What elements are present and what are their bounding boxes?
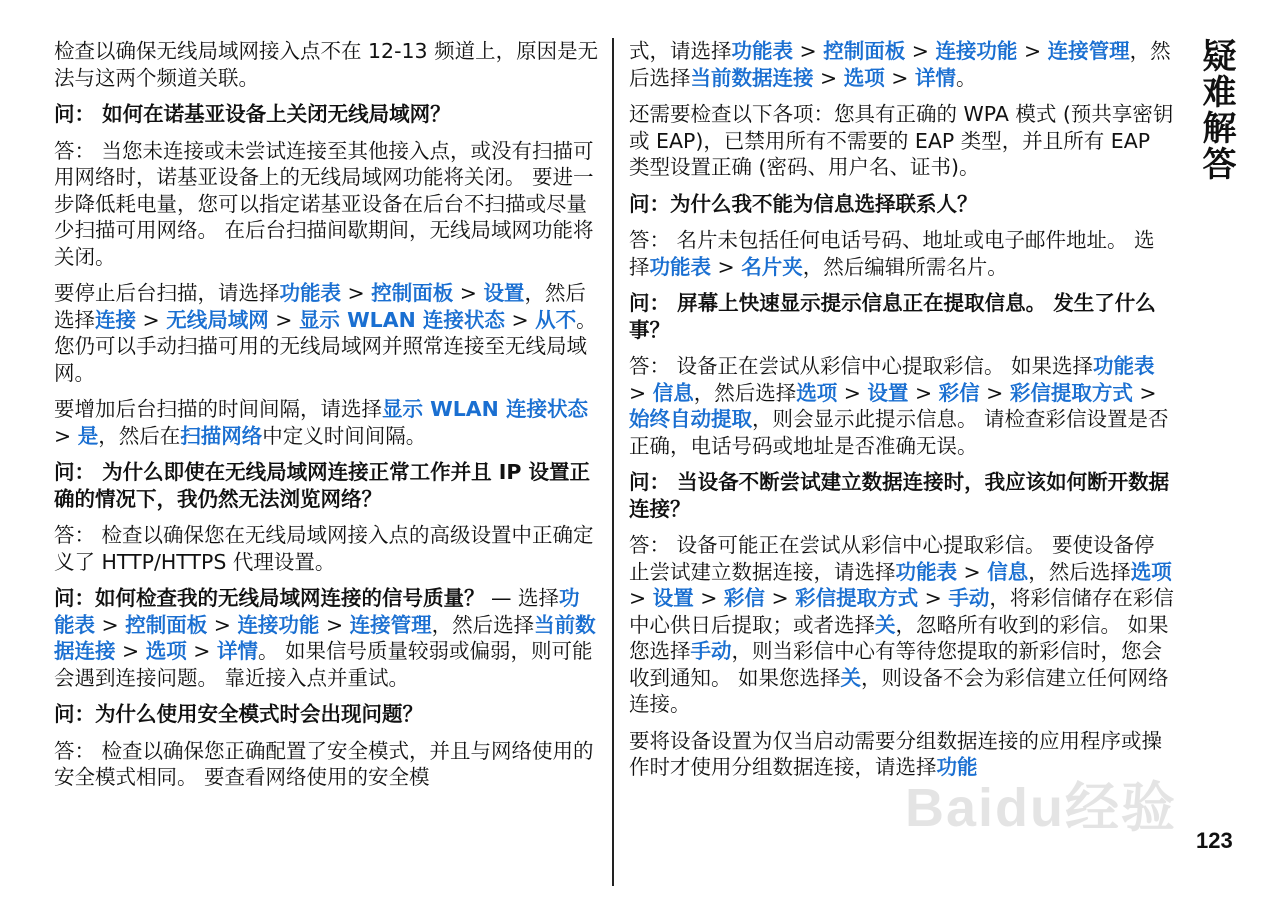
- menu-path-link[interactable]: 当前数据连接: [690, 65, 814, 90]
- menu-path-link[interactable]: 功能表: [54, 586, 580, 637]
- menu-path-link[interactable]: 信息: [987, 559, 1029, 584]
- menu-path-link[interactable]: 关: [875, 612, 896, 637]
- menu-path-link[interactable]: 功能表: [1093, 354, 1155, 378]
- menu-path-link[interactable]: 连接功能: [935, 39, 1018, 63]
- question-heading: 问： 如何在诺基亚设备上关闭无线局域网？: [54, 102, 451, 126]
- menu-path-link[interactable]: 手动: [948, 586, 990, 610]
- path-separator: >: [813, 65, 844, 90]
- paragraph: [54, 396, 600, 449]
- menu-path-link[interactable]: 始终自动提取: [629, 407, 752, 431]
- text: ，然后选择: [431, 612, 535, 637]
- question-heading: 问： 为什么即使在无线局域网连接正常工作并且 IP 设置正确的情况下，我仍然无法浏览网络？: [54, 460, 591, 511]
- question-heading: 问：为什么使用安全模式时会出现问题？: [54, 702, 423, 726]
- path-separator: >: [629, 380, 653, 405]
- menu-path-link[interactable]: 设置: [652, 586, 694, 610]
- menu-path-link[interactable]: 控制面板: [823, 39, 906, 63]
- menu-path-link[interactable]: 彩信提取方式: [1009, 380, 1133, 405]
- path-separator: >: [793, 39, 824, 63]
- text: 答： 名片未包括任何电话号码、地址或电子邮件地址。 选择: [629, 228, 1155, 279]
- menu-path-link[interactable]: 选项: [796, 380, 838, 405]
- text: 要停止后台扫描，请选择: [54, 281, 280, 305]
- path-separator: >: [884, 65, 915, 90]
- menu-path-link[interactable]: 选项: [843, 65, 885, 90]
- text: ，然后选择: [693, 380, 797, 405]
- text: ，则设备不会为彩信建立任何网络连接。: [629, 665, 1169, 716]
- menu-path-link[interactable]: 是: [77, 423, 99, 448]
- paragraph: [629, 728, 1174, 781]
- menu-path-link[interactable]: 控制面板: [125, 612, 208, 637]
- path-separator: >: [268, 307, 299, 332]
- watermark: Baidu经验: [905, 778, 1178, 838]
- text: ，然后选择: [629, 39, 1171, 90]
- answer-paragraph: 答： 当您未连接或未尝试连接至其他接入点，或没有扫描可用网络时，诺基亚设备上的无线局域网功能将关闭。 要进一步降低耗电量，您可以指定诺基亚设备在后台不扫描或尽量少扫描可用网络。 在后台扫描间歇期间，无线局域网功能将关闭。: [54, 138, 594, 269]
- menu-path-link[interactable]: 详情: [216, 639, 258, 663]
- menu-path-link[interactable]: 选项: [1130, 559, 1172, 584]
- question-heading: 问：如何检查我的无线局域网连接的信号质量？: [54, 586, 485, 610]
- answer-paragraph: 答： 检查以确保您正确配置了安全模式，并且与网络使用的安全模式相同。 要查看网络使用的安全模: [54, 738, 594, 789]
- right-column: [629, 38, 1174, 791]
- menu-path-link[interactable]: 从不: [535, 307, 577, 332]
- paragraph: [54, 585, 600, 691]
- text: 。 如果信号质量较弱或偏弱，则可能会遇到连接问题。 靠近接入点并重试。: [54, 639, 593, 690]
- text: ，然后选择: [1028, 559, 1131, 584]
- path-separator: >: [764, 586, 796, 610]
- menu-path-link[interactable]: 设置: [483, 281, 525, 305]
- path-separator: >: [319, 612, 350, 637]
- menu-path-link[interactable]: 功能表: [279, 281, 341, 305]
- column-divider: [612, 38, 614, 886]
- text: ，然后编辑所需名片。: [802, 254, 1008, 279]
- path-separator: >: [186, 639, 217, 663]
- menu-path-link[interactable]: 选项: [145, 639, 187, 663]
- menu-path-link[interactable]: 名片夹: [741, 254, 803, 279]
- paragraph: 还需要检查以下各项：您具有正确的 WPA 模式 (预共享密钥或 EAP)，已禁用所有不需要的 EAP 类型，并且所有 EAP 类型设置正确 (密码、用户名、证书)。: [629, 102, 1174, 179]
- text: 要增加后台扫描的时间间隔，请选择: [54, 397, 382, 421]
- question-heading: 问： 当设备不断尝试建立数据连接时，我应该如何断开数据连接？: [629, 470, 1170, 521]
- menu-path-link[interactable]: 彩信: [938, 380, 980, 405]
- text: ，将彩信储存在彩信中心供日后提取；或者选择: [629, 586, 1174, 637]
- paragraph: 检查以确保无线局域网接入点不在 12-13 频道上，原因是无法与这两个频道关联。: [54, 39, 599, 90]
- answer-paragraph: [629, 227, 1174, 280]
- page-number: 123: [1196, 828, 1233, 853]
- path-separator: >: [905, 39, 936, 63]
- menu-path-link[interactable]: 详情: [914, 65, 956, 90]
- path-separator: >: [908, 380, 939, 405]
- question-heading: 问：为什么我不能为信息选择联系人？: [629, 191, 978, 216]
- paragraph: [54, 280, 600, 386]
- menu-path-link[interactable]: 无线局域网: [166, 307, 269, 332]
- menu-path-link[interactable]: 功能表: [895, 559, 957, 584]
- left-column: [54, 38, 600, 801]
- menu-path-link[interactable]: 功能: [936, 755, 978, 779]
- menu-path-link[interactable]: 连接功能: [237, 612, 320, 637]
- menu-path-link[interactable]: 彩信: [723, 586, 765, 610]
- text: 答： 设备正在尝试从彩信中心提取彩信。 如果选择: [629, 354, 1094, 378]
- text: 要将设备设置为仅当启动需要分组数据连接的应用程序或操作时才使用分组数据连接，请选择: [629, 728, 1162, 779]
- path-separator: >: [54, 423, 78, 448]
- menu-path-link[interactable]: 连接管理: [349, 612, 432, 637]
- path-separator: >: [711, 254, 742, 279]
- menu-path-link[interactable]: 设置: [867, 380, 909, 405]
- text: ，然后在: [98, 423, 181, 448]
- menu-path-link[interactable]: 扫描网络: [180, 423, 263, 448]
- text: 式，请选择: [629, 39, 732, 63]
- path-separator: >: [693, 586, 724, 610]
- menu-path-link[interactable]: 彩信提取方式: [795, 586, 919, 610]
- text: ，则当彩信中心有等待您提取的新彩信时，您会收到通知。 如果您选择: [629, 639, 1162, 690]
- question-heading: 问： 屏幕上快速显示提示信息正在提取信息。 发生了什么事？: [629, 291, 1156, 342]
- section-title: 疑难解答: [1196, 38, 1236, 182]
- menu-path-link[interactable]: 功能表: [731, 39, 793, 63]
- path-separator: >: [957, 559, 988, 584]
- path-separator: >: [918, 586, 949, 610]
- answer-paragraph: [629, 353, 1174, 459]
- menu-path-link[interactable]: 当前数据连接: [54, 612, 596, 663]
- path-separator: >: [95, 612, 126, 637]
- path-separator: >: [629, 586, 653, 610]
- menu-path-link[interactable]: 关: [840, 665, 862, 690]
- text: 中定义时间间隔。: [262, 423, 427, 448]
- answer-paragraph: 答： 检查以确保您在无线局域网接入点的高级设置中正确定义了 HTTP/HTTPS 代理设置。: [54, 523, 594, 574]
- path-separator: >: [504, 307, 536, 332]
- text: ，忽略所有收到的彩信。 如果您选择: [629, 612, 1169, 663]
- paragraph: [629, 38, 1174, 91]
- path-separator: >: [341, 281, 372, 305]
- menu-path-link[interactable]: 信息: [652, 380, 694, 405]
- menu-path-link[interactable]: 功能表: [649, 254, 711, 279]
- text: ，则会显示此提示信息。 请检查彩信设置是否正确，电话号码或地址是否准确无误。: [629, 407, 1169, 458]
- menu-path-link[interactable]: 手动: [690, 639, 732, 663]
- path-separator: >: [115, 639, 146, 663]
- text: — 选择: [484, 586, 560, 610]
- path-separator: >: [837, 380, 868, 405]
- path-separator: >: [207, 612, 238, 637]
- path-separator: >: [136, 307, 167, 332]
- menu-path-link[interactable]: 显示 WLAN 连接状态: [298, 307, 505, 332]
- text: ，然后选择: [54, 281, 586, 332]
- menu-path-link[interactable]: 显示 WLAN 连接状态: [382, 397, 588, 421]
- menu-path-link[interactable]: 连接: [95, 307, 136, 332]
- menu-path-link[interactable]: 连接管理: [1047, 39, 1130, 63]
- text: 。: [955, 65, 977, 90]
- text: 。 您仍可以手动扫描可用的无线局域网并照常连接至无线局域网。: [54, 307, 597, 385]
- path-separator: >: [1017, 39, 1048, 63]
- menu-path-link[interactable]: 控制面板: [371, 281, 454, 305]
- path-separator: >: [979, 380, 1010, 405]
- path-separator: >: [1132, 380, 1157, 405]
- answer-paragraph: [629, 532, 1174, 718]
- path-separator: >: [453, 281, 484, 305]
- text: 答： 设备可能正在尝试从彩信中心提取彩信。 要使设备停止尝试建立数据连接，请选择: [629, 533, 1155, 584]
